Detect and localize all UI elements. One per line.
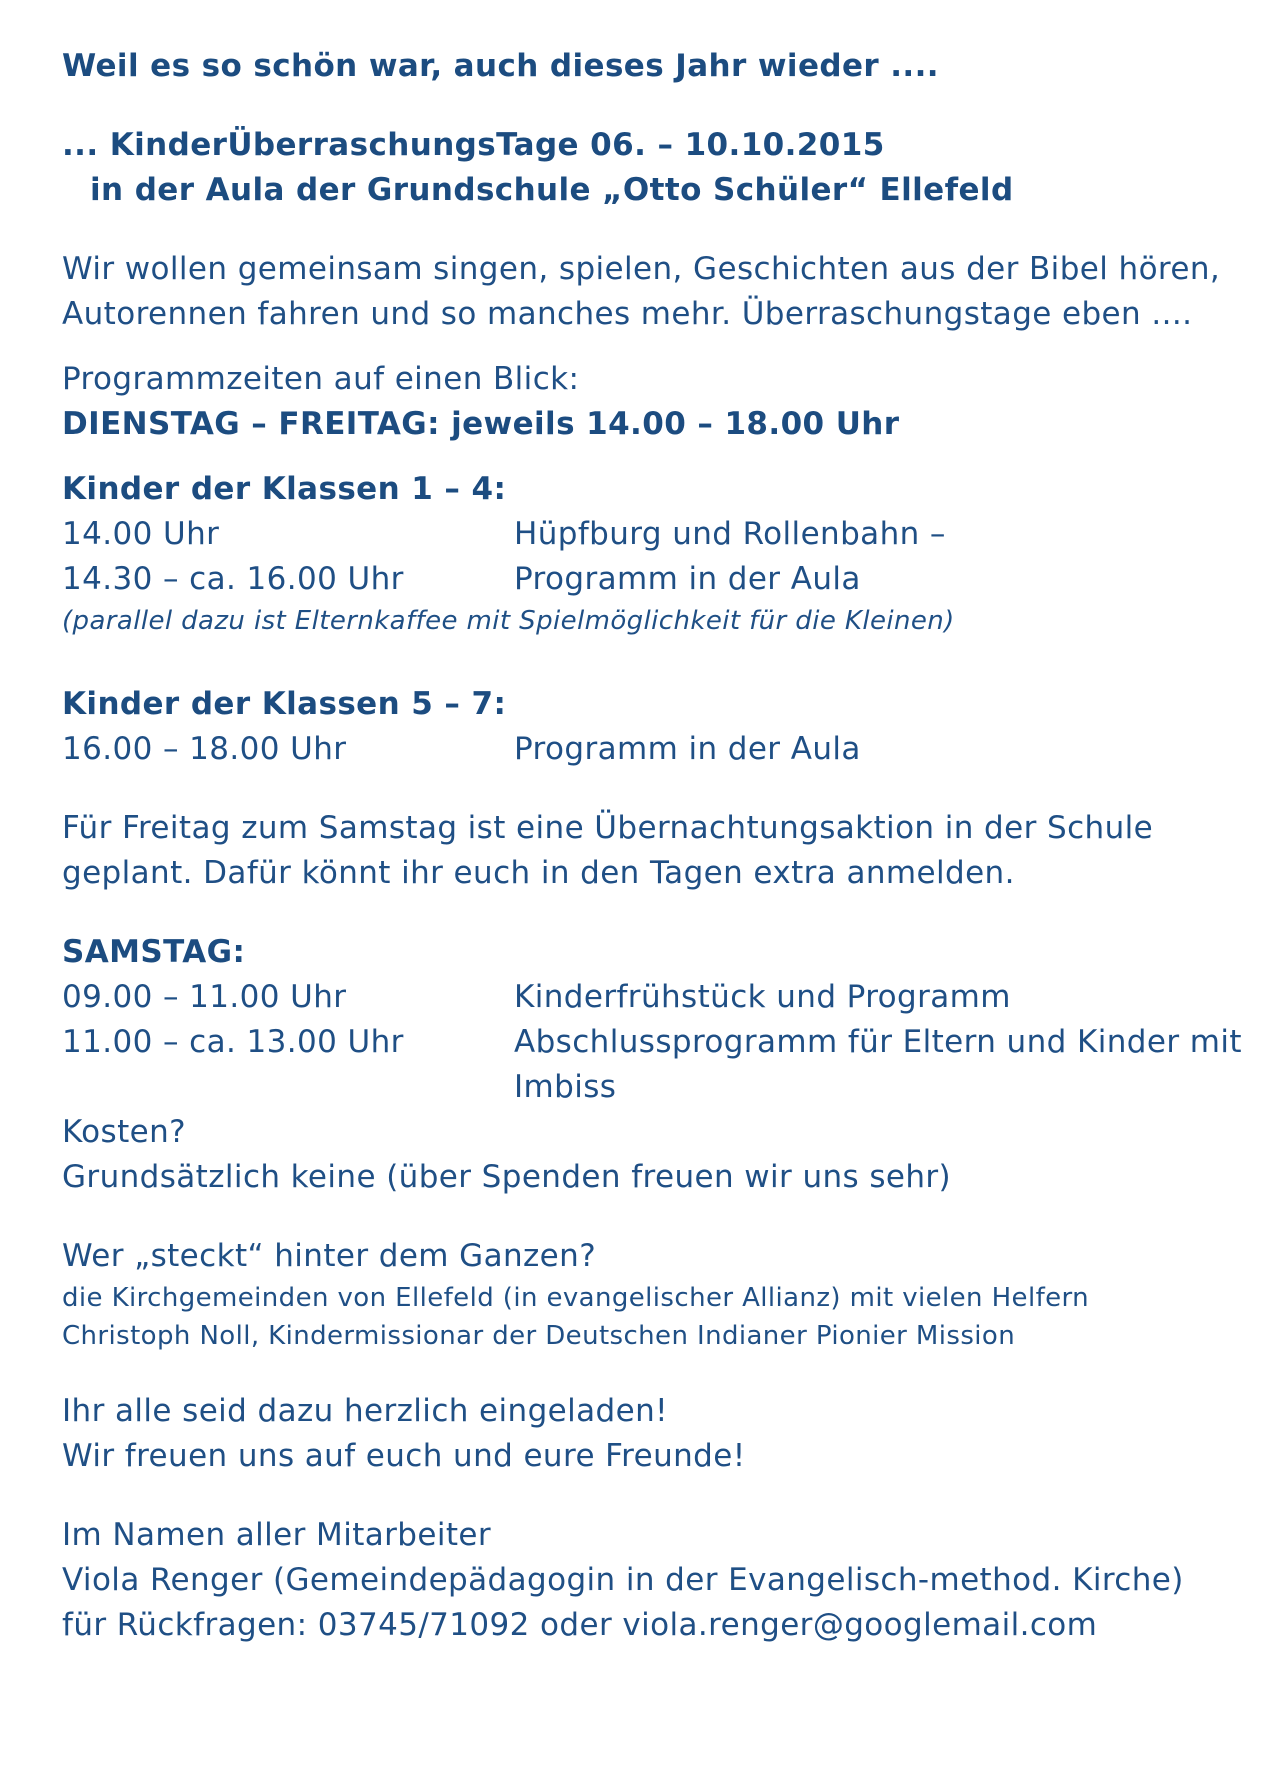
title-block xyxy=(62,123,1242,213)
schedule-activity: Kinderfrühstück und Programm xyxy=(514,979,1011,1015)
organizers-question: Wer „steckt“ hinter dem Ganzen? xyxy=(62,1238,597,1274)
schedule-saturday xyxy=(62,930,1242,1110)
program-overview-label: Programmzeiten auf einen Blick: xyxy=(62,361,580,397)
schedule-time: 16.00 – 18.00 Uhr xyxy=(62,731,347,767)
organizers-line: die Kirchgemeinden von Ellefeld (in evangelischer Allianz) mit vielen Helfern xyxy=(62,1283,1090,1313)
costs-info xyxy=(62,1110,1242,1200)
costs-answer: Grundsätzlich keine (über Spenden freuen wir uns sehr) xyxy=(62,1159,952,1195)
schedule-note: (parallel dazu ist Elternkaffee mit Spielmöglichkeit für die Kleinen) xyxy=(62,606,955,636)
invitation-line: Ihr alle seid dazu herzlich eingeladen! xyxy=(62,1393,668,1429)
schedule-activity: Abschlussprogramm für Eltern und Kinder mit Imbiss xyxy=(514,1024,1242,1105)
schedule-row xyxy=(62,557,1242,602)
description-line: Wir wollen gemeinsam singen, spielen, Geschichten aus der Bibel hören, xyxy=(62,251,1221,287)
flyer-document xyxy=(62,44,1242,1648)
schedule-activity: Hüpfburg und Rollenbahn – xyxy=(514,516,946,552)
schedule-row xyxy=(62,512,1242,557)
sleepover-info xyxy=(62,806,1242,896)
schedule-row xyxy=(62,1020,1242,1110)
schedule-activity: Programm in der Aula xyxy=(514,731,861,767)
schedule-row xyxy=(62,975,1242,1020)
schedule-time: 11.00 – ca. 13.00 Uhr xyxy=(62,1024,404,1060)
invitation-line: Wir freuen uns auf euch und eure Freunde! xyxy=(62,1438,746,1474)
description-line: Autorennen fahren und so manches mehr. Überraschungstage eben .... xyxy=(62,296,1193,332)
schedule-heading: SAMSTAG: xyxy=(62,934,246,970)
tagline: Weil es so schön war, auch dieses Jahr wieder .... xyxy=(62,48,939,84)
schedule-heading: Kinder der Klassen 5 – 7: xyxy=(62,686,507,722)
schedule-time: 14.00 Uhr xyxy=(62,516,220,552)
event-location: in der Aula der Grundschule „Otto Schüler“ Ellefeld xyxy=(90,172,1014,208)
schedule-activity: Programm in der Aula xyxy=(514,561,861,597)
signature-line: Viola Renger (Gemeindepädagogin in der Evangelisch-method. Kirche) xyxy=(62,1562,1184,1598)
schedule-row xyxy=(62,727,1242,772)
schedule-heading: Kinder der Klassen 1 – 4: xyxy=(62,471,507,507)
event-description xyxy=(62,247,1242,337)
sleepover-line: Für Freitag zum Samstag ist eine Übernachtungsaktion in der Schule xyxy=(62,810,1154,846)
signature-line: Im Namen aller Mitarbeiter xyxy=(62,1517,492,1553)
schedule-time: 14.30 – ca. 16.00 Uhr xyxy=(62,561,404,597)
schedule-classes-5-7 xyxy=(62,682,1242,772)
schedule-time: 09.00 – 11.00 Uhr xyxy=(62,979,347,1015)
organizers-line: Christoph Noll, Kindermissionar der Deutschen Indianer Pionier Mission xyxy=(62,1321,1016,1351)
invitation xyxy=(62,1389,1242,1479)
program-overview-summary: DIENSTAG – FREITAG: jeweils 14.00 – 18.00 Uhr xyxy=(62,406,900,442)
contact-line: für Rückfragen: 03745/71092 oder viola.renger@googlemail.com xyxy=(62,1607,1098,1643)
program-overview xyxy=(62,357,1242,447)
signature-block xyxy=(62,1513,1242,1648)
costs-question: Kosten? xyxy=(62,1114,187,1150)
organizers-info xyxy=(62,1234,1242,1355)
schedule-classes-1-4 xyxy=(62,467,1242,640)
event-title: ... KinderÜberraschungsTage 06. – 10.10.2015 xyxy=(62,127,885,163)
sleepover-line: geplant. Dafür könnt ihr euch in den Tagen extra anmelden. xyxy=(62,855,1015,891)
